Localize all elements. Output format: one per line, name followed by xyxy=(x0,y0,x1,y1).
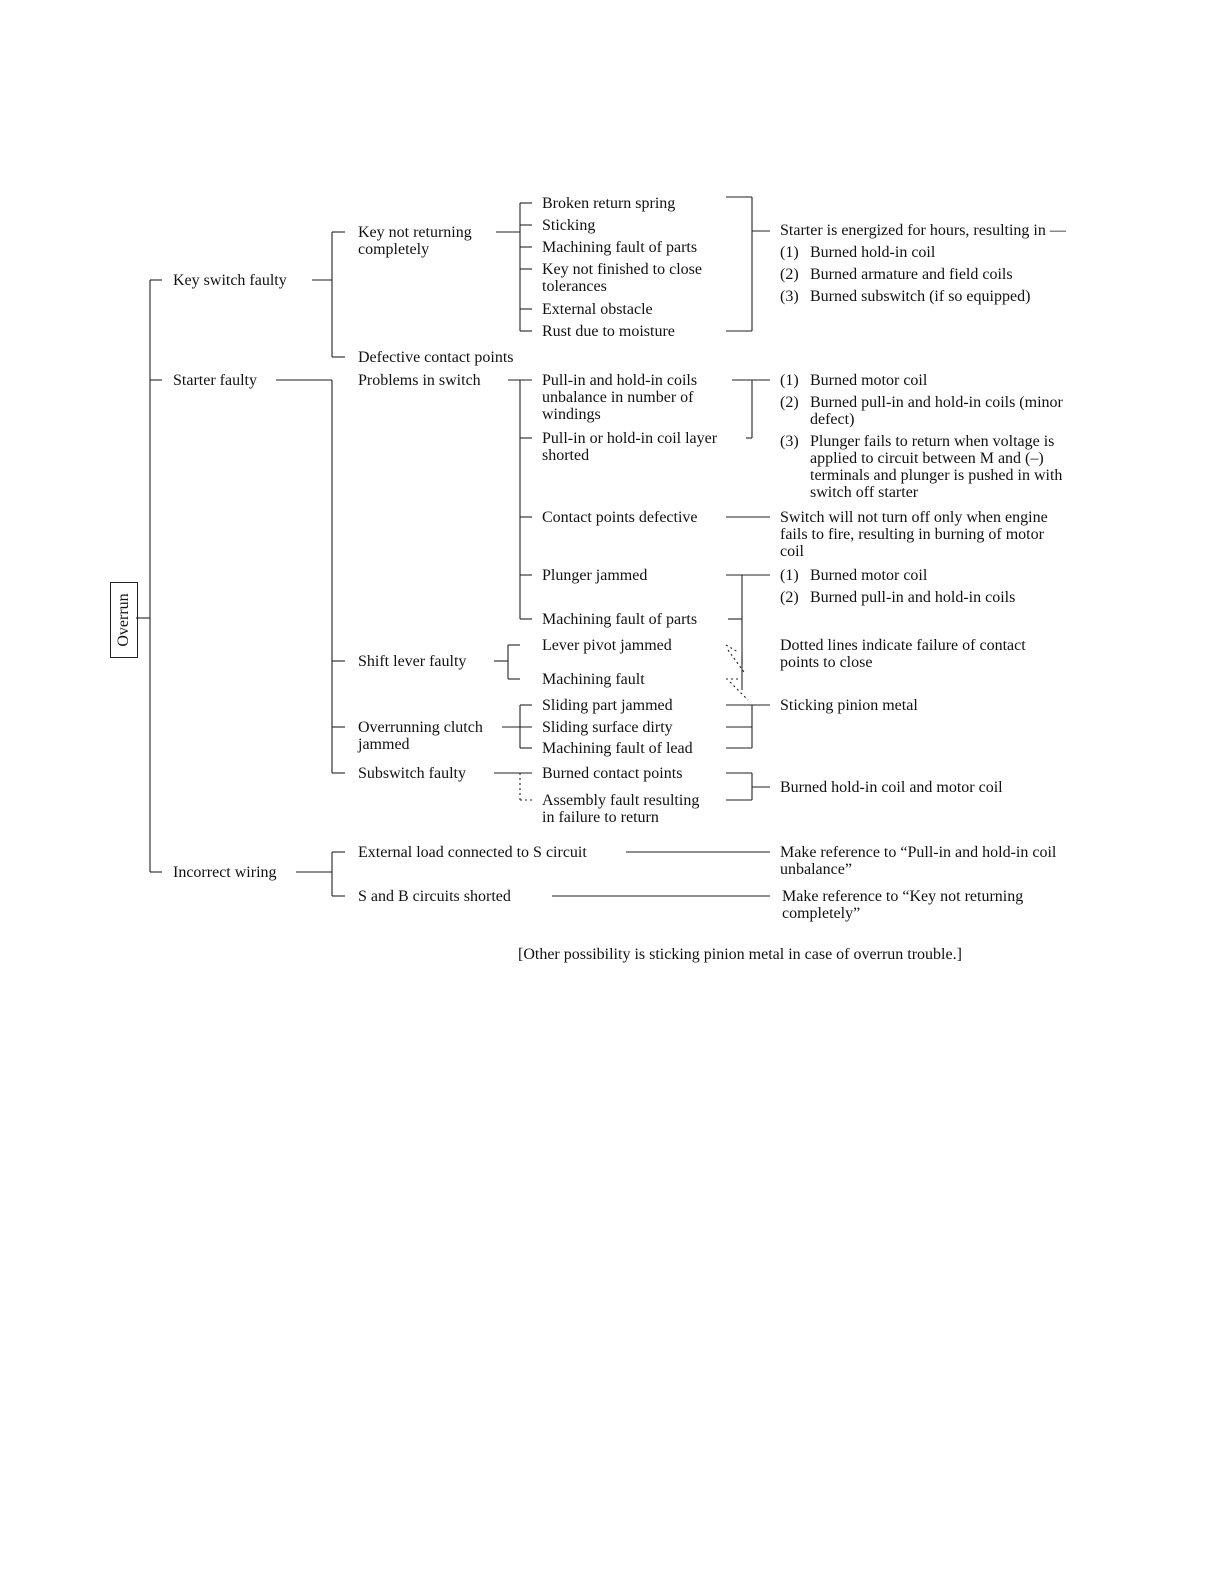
node-line: jammed xyxy=(358,736,410,753)
node-subswitch-faulty: Subswitch faulty xyxy=(358,765,466,782)
result-starter-energized-head: Starter is energized for hours, resulting in — xyxy=(780,222,1066,239)
node-key-not-returning xyxy=(358,224,472,258)
node-starter-faulty: Starter faulty xyxy=(173,372,257,389)
cause-pullin-unbalance xyxy=(542,372,697,423)
result-sticking-pinion-metal: Sticking pinion metal xyxy=(780,697,918,714)
node-external-load: External load connected to S circuit xyxy=(358,844,587,861)
note-line: Dotted lines indicate failure of contact xyxy=(780,637,1026,654)
ref-line: unbalance” xyxy=(780,861,852,878)
node-key-switch-faulty: Key switch faulty xyxy=(173,272,287,289)
cause-pullin-unbalance-line1: Pull-in and hold-in coils xyxy=(542,372,698,389)
cause-machining-fault-of-lead: Machining fault of lead xyxy=(542,740,693,757)
result-item: (2) Burned armature and field coils xyxy=(780,266,1013,283)
note-dotted-lines xyxy=(780,637,1026,671)
result-item: (2) Burned pull-in and hold-in coils xyxy=(780,589,1016,606)
cause-key-not-finished-line1: Key not finished to close xyxy=(542,261,702,278)
node-problems-in-switch: Problems in switch xyxy=(358,372,481,389)
cause-assembly-fault xyxy=(542,792,699,826)
ref-line: Make reference to “Pull-in and hold-in coil xyxy=(780,844,1057,861)
cause-key-not-finished-line2: tolerances xyxy=(542,278,607,295)
cause-coil-layer-shorted xyxy=(542,430,717,464)
node-line: Overrunning clutch xyxy=(358,719,483,736)
cause-coil-layer-shorted-line2: shorted xyxy=(542,447,590,464)
cause-sliding-part-jammed: Sliding part jammed xyxy=(542,697,673,714)
ref-pull-in-unbalance xyxy=(780,844,1056,878)
result-item: (1) Burned hold-in coil xyxy=(780,244,936,261)
cause-sticking: Sticking xyxy=(542,217,596,234)
result-line: fails to fire, resulting in burning of motor xyxy=(780,526,1044,543)
cause-machining-fault-of-parts: Machining fault of parts xyxy=(542,239,698,256)
result-item: (1) Burned motor coil xyxy=(780,372,928,389)
cause-rust-due-to-moisture: Rust due to moisture xyxy=(542,323,675,340)
cause-coil-layer-shorted-line1: Pull-in or hold-in coil layer xyxy=(542,430,718,447)
cause-line: in failure to return xyxy=(542,809,659,826)
result-list-coil xyxy=(780,372,1063,501)
node-defective-contact-points: Defective contact points xyxy=(358,349,514,366)
cause-machining-fault-of-parts-2: Machining fault of parts xyxy=(542,611,698,628)
cause-machining-fault: Machining fault xyxy=(542,671,645,688)
cause-sliding-surface-dirty: Sliding surface dirty xyxy=(542,719,673,736)
cause-line: Assembly fault resulting xyxy=(542,792,700,809)
note-line: points to close xyxy=(780,654,873,671)
ref-line: completely” xyxy=(782,905,861,922)
result-item: (1) Burned motor coil xyxy=(780,567,928,584)
cause-pullin-unbalance-line3: windings xyxy=(542,406,601,423)
node-s-and-b-shorted: S and B circuits shorted xyxy=(358,888,511,905)
cause-pullin-unbalance-line2: unbalance in number of xyxy=(542,389,694,406)
cause-external-obstacle: External obstacle xyxy=(542,301,653,318)
cause-contact-points-defective: Contact points defective xyxy=(542,509,698,526)
node-key-not-returning-line1: Key not returning xyxy=(358,224,472,241)
footnote: [Other possibility is sticking pinion metal in case of overrun trouble.] xyxy=(518,946,962,963)
ref-line: Make reference to “Key not returning xyxy=(782,888,1024,905)
node-incorrect-wiring: Incorrect wiring xyxy=(173,864,277,881)
result-list-plunger xyxy=(780,567,1015,606)
cause-lever-pivot-jammed: Lever pivot jammed xyxy=(542,637,672,654)
result-item: (2) Burned pull-in and hold-in coils (minor defect) xyxy=(780,394,1063,428)
cause-broken-return-spring: Broken return spring xyxy=(542,195,676,212)
result-item: (3) Burned subswitch (if so equipped) xyxy=(780,288,1031,305)
node-key-not-returning-line2: completely xyxy=(358,241,430,258)
root-label: Overrun xyxy=(115,593,132,647)
result-switch-will-not-turn-off xyxy=(780,509,1048,560)
result-item: (3) Plunger fails to return when voltage is applied to circuit between M and (–) terminals and plunger is pushed in with switch off starter xyxy=(780,433,1063,501)
result-line: Switch will not turn off only when engine xyxy=(780,509,1048,526)
ref-key-not-returning xyxy=(782,888,1023,922)
cause-plunger-jammed: Plunger jammed xyxy=(542,567,648,584)
root-node-overrun xyxy=(110,582,138,658)
cause-burned-contact-points: Burned contact points xyxy=(542,765,683,782)
result-list-key-switch xyxy=(780,244,1030,305)
node-overrunning-clutch-jammed xyxy=(358,719,483,753)
cause-key-not-finished xyxy=(542,261,702,295)
result-line: coil xyxy=(780,543,804,560)
node-shift-lever-faulty: Shift lever faulty xyxy=(358,653,467,670)
result-burned-hold-in-and-motor-coil: Burned hold-in coil and motor coil xyxy=(780,779,1003,796)
